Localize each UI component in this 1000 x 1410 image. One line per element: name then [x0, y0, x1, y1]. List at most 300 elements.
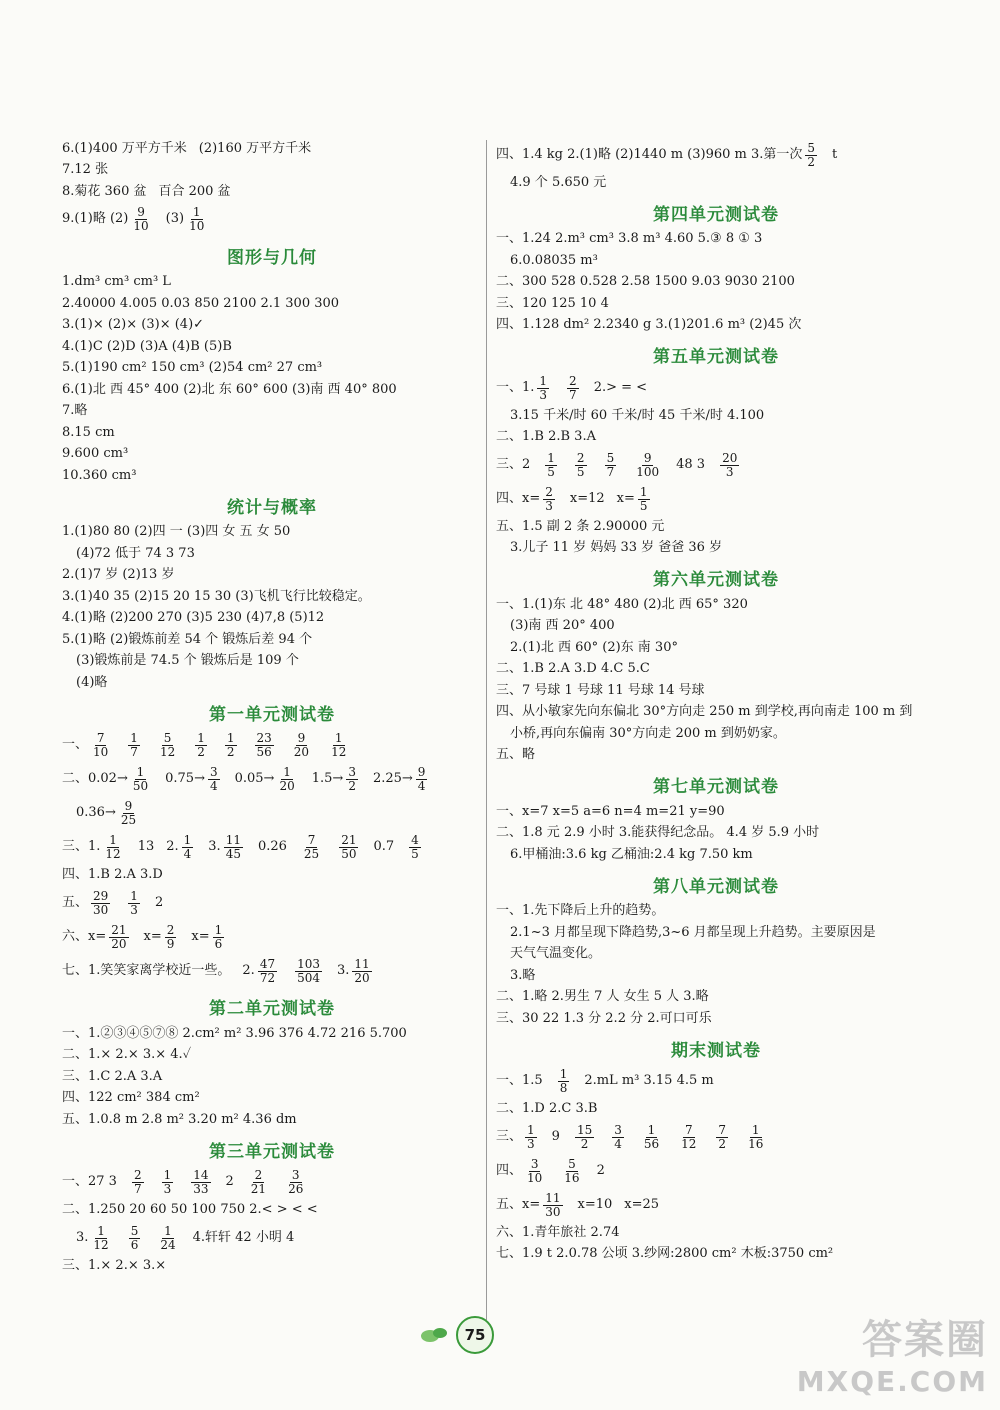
answer-item	[165, 766, 222, 792]
answer-text: 天气气温变化。	[510, 946, 602, 962]
fraction-numerator: 1	[539, 373, 548, 388]
answer-line	[496, 637, 936, 659]
answer-line	[62, 1088, 482, 1110]
answer-text: 9.600 cm³	[62, 446, 129, 462]
fraction-numerator: 7	[307, 833, 316, 848]
fraction-numerator: 23	[256, 731, 272, 746]
answer-line	[496, 1008, 936, 1030]
fraction-numerator: 1	[639, 484, 648, 499]
answer-item	[578, 1197, 613, 1213]
answer-line	[496, 315, 936, 337]
answer-item	[191, 924, 227, 950]
fraction	[720, 452, 739, 478]
answer-line	[496, 844, 936, 866]
fraction	[103, 834, 122, 860]
answer-item	[62, 963, 230, 979]
answer-item	[62, 732, 113, 758]
answer-item	[510, 640, 678, 656]
answer-text: 五、1.5 副 2 条 2.90000 元	[496, 518, 665, 534]
fraction	[567, 375, 579, 401]
answer-text: 三、30 22 1.3 分 2.2 分 2.可口可乐	[496, 1010, 712, 1026]
fraction-denominator: 20	[293, 745, 310, 759]
answer-text: 2.> = <	[593, 379, 648, 395]
fraction	[634, 452, 661, 478]
fraction	[295, 958, 322, 984]
answer-item	[62, 162, 108, 178]
section-heading: 第四单元测试卷	[653, 204, 779, 225]
column-divider	[486, 140, 487, 1320]
answer-item	[496, 1073, 543, 1089]
answer-item	[496, 747, 535, 763]
fraction	[409, 834, 421, 860]
fraction-denominator: 4	[417, 779, 426, 793]
fraction-numerator: 1	[109, 833, 117, 848]
answer-line	[62, 1166, 482, 1200]
answer-text: 1.(1)80 80 (2)四 一 (3)四 女 五 女 50	[62, 524, 291, 540]
fraction-denominator: 20	[111, 936, 127, 951]
answer-line	[496, 229, 936, 251]
answer-text: (4)略	[76, 674, 108, 690]
answer-text: 二、1.250 20 60 50 100 750 2.< > < <	[62, 1202, 318, 1218]
fraction-numerator: 9	[137, 205, 145, 220]
answer-text: 0.05→	[234, 771, 275, 787]
fraction	[91, 732, 110, 758]
fraction-denominator: 5	[639, 498, 648, 513]
answer-line	[62, 160, 482, 182]
answer-line	[62, 379, 482, 401]
answer-text: 一、27 3	[62, 1174, 117, 1190]
answer-text: 6.0.08035 m³	[510, 252, 598, 268]
answer-item	[62, 184, 146, 200]
answer-text: 3.	[208, 839, 221, 855]
answer-item	[62, 339, 232, 355]
fraction-denominator: 7	[130, 745, 138, 759]
answer-text: 2	[154, 894, 164, 910]
fraction-numerator: 5	[130, 1223, 139, 1238]
watermark	[797, 1308, 988, 1398]
answer-line	[62, 315, 482, 337]
fraction-numerator: 3	[209, 765, 218, 780]
answer-item	[242, 958, 280, 984]
fraction	[249, 1169, 268, 1195]
fraction-numerator: 1	[283, 765, 291, 780]
fraction-denominator: 6	[130, 1237, 139, 1252]
fraction-denominator: 7	[569, 387, 577, 402]
answer-text: x=	[191, 928, 210, 944]
answer-item	[496, 486, 558, 512]
section-heading: 第八单元测试卷	[653, 876, 779, 897]
fraction-numerator: 4	[411, 833, 419, 848]
fraction-numerator: 1	[527, 1122, 535, 1137]
fraction-denominator: 3	[130, 902, 138, 917]
fraction	[213, 924, 225, 950]
answer-line	[496, 405, 936, 427]
answer-text: 5.(1)略 (2)锻炼前差 54 个 锻炼后差 94 个	[62, 631, 313, 647]
answer-text: 3.略	[510, 967, 536, 983]
fraction-denominator: 5	[411, 847, 419, 861]
fraction-denominator: 504	[297, 970, 320, 985]
answer-item	[62, 1090, 200, 1106]
answer-line	[496, 293, 936, 315]
answer-item	[246, 1169, 271, 1195]
answer-item	[510, 618, 615, 634]
answer-item	[62, 403, 87, 419]
fraction-denominator: 9	[166, 936, 175, 951]
fraction	[605, 452, 617, 478]
fraction-numerator: 9	[643, 450, 652, 465]
answer-text: 3.(1)× (2)× (3)× (4)✓	[62, 317, 205, 333]
answer-item	[159, 1169, 177, 1195]
fraction	[128, 890, 140, 916]
fraction-denominator: 25	[120, 813, 137, 827]
answer-item	[192, 732, 210, 758]
answer-text: 二、1.8 元 2.9 小时 3.能获得纪念品。 4.4 岁 5.9 小时	[496, 825, 820, 841]
answer-line	[496, 172, 936, 194]
fraction-denominator: 3	[545, 498, 553, 513]
answer-item	[138, 839, 155, 855]
answer-item	[639, 1124, 664, 1150]
answer-line	[496, 371, 936, 405]
leaf-decoration-icon	[420, 1324, 450, 1346]
fraction-denominator: 100	[636, 464, 660, 479]
answer-item	[496, 1225, 619, 1241]
answer-text: 一、1.5	[496, 1073, 543, 1089]
answer-item	[496, 903, 664, 919]
answer-text: 5.(1)190 cm² 150 cm³ (2)54 cm² 27 cm³	[62, 360, 323, 376]
fraction-denominator: 2	[718, 1136, 727, 1151]
answer-text: (3)锻炼前是 74.5 个 锻炼后是 109 个	[76, 653, 299, 669]
answer-line	[62, 465, 482, 487]
answer-text: 0.26	[257, 839, 287, 855]
fraction	[346, 766, 358, 792]
fraction-numerator: 5	[606, 450, 615, 465]
answer-text: 小桥,再向东偏南 30°方向走 200 m 到奶奶家。	[510, 725, 786, 741]
answer-text: 一、x=7 x=5 a=6 n=4 m=21 y=90	[496, 803, 725, 819]
answer-line	[62, 336, 482, 358]
fraction-numerator: 1	[547, 450, 555, 465]
fraction	[339, 834, 358, 860]
fraction-denominator: 20	[279, 779, 295, 793]
fraction	[128, 732, 140, 758]
answer-line	[496, 680, 936, 702]
fraction	[562, 1158, 581, 1184]
fraction	[525, 1158, 544, 1184]
answer-item	[158, 184, 230, 200]
answer-item	[496, 597, 748, 613]
fraction-numerator: 2	[569, 373, 577, 388]
answer-text: 4.(1)C (2)D (3)A (4)B (5)B	[62, 338, 232, 354]
answer-line	[496, 965, 936, 987]
answer-item	[743, 1124, 768, 1150]
fraction	[679, 1124, 698, 1150]
answer-item	[496, 231, 762, 247]
fraction	[575, 1124, 594, 1150]
answer-item	[62, 446, 128, 462]
answer-text: 2.(1)7 岁 (2)13 岁	[62, 567, 175, 583]
fraction-denominator: 50	[132, 779, 149, 793]
answer-text: 七、1.笑笑家离学校近一些。	[62, 962, 231, 978]
section-heading: 第二单元测试卷	[209, 999, 335, 1019]
answer-line	[496, 448, 936, 482]
answer-text: x=	[143, 928, 162, 944]
answer-text: 三、1.	[62, 839, 101, 855]
fraction-denominator: 2	[807, 154, 816, 169]
answer-item	[62, 1174, 117, 1190]
answer-line	[496, 922, 936, 944]
answer-text: 7.略	[62, 403, 88, 419]
answer-item	[717, 452, 742, 478]
fraction-denominator: 3	[725, 464, 734, 479]
fraction-denominator: 7	[606, 464, 615, 479]
answer-item	[62, 317, 204, 333]
answer-text: 3.15 千米/时 60 千米/时 45 千米/时 4.100	[510, 407, 765, 423]
answer-line	[496, 723, 936, 745]
answer-item	[496, 683, 705, 699]
answer-item	[337, 958, 375, 984]
answer-text: 五、略	[496, 747, 536, 763]
fraction-denominator: 12	[331, 745, 347, 759]
answer-item	[676, 1124, 701, 1150]
fraction-numerator: 3	[348, 765, 356, 780]
fraction-numerator: 47	[259, 956, 276, 971]
fraction	[109, 924, 128, 950]
fraction-denominator: 10	[189, 219, 205, 233]
fraction	[525, 1124, 537, 1150]
answer-item	[373, 766, 430, 792]
answer-item	[496, 1101, 597, 1117]
answer-text: 4.(1)略 (2)200 270 (3)5 230 (4)7,8 (5)12	[62, 610, 325, 626]
fraction-numerator: 9	[297, 731, 306, 746]
fraction-numerator: 2	[133, 1168, 142, 1183]
answer-item	[597, 1163, 605, 1179]
fraction-numerator: 21	[341, 833, 357, 848]
answer-line	[62, 629, 482, 651]
answer-item	[496, 1246, 833, 1262]
answer-item	[76, 800, 141, 826]
fraction-numerator: 11	[225, 833, 241, 848]
answer-item	[496, 142, 820, 168]
answer-item	[62, 141, 187, 157]
section-heading: 第七单元测试卷	[653, 777, 779, 797]
answer-line	[62, 672, 482, 694]
fraction-denominator: 2	[580, 1136, 589, 1151]
answer-text: 13	[137, 839, 155, 855]
section-heading: 第三单元测试卷	[209, 1141, 335, 1162]
answer-line	[62, 586, 482, 608]
answer-line	[62, 522, 482, 544]
answer-line	[62, 181, 482, 203]
fraction-denominator: 4	[614, 1136, 622, 1151]
fraction-numerator: 11	[354, 956, 370, 971]
answer-item	[496, 1192, 566, 1218]
answer-item	[336, 834, 361, 860]
answer-line	[496, 801, 936, 823]
fraction	[182, 834, 194, 860]
answer-text: 四、1.B 2.A 3.D	[62, 867, 163, 883]
fraction	[165, 924, 177, 950]
answer-text: 四、1.4 kg 2.(1)略 (2)1440 m (3)960 m 3.第一次	[496, 146, 803, 162]
answer-line	[62, 444, 482, 466]
answer-item	[144, 924, 180, 950]
fraction	[131, 206, 150, 232]
answer-text: (3)南 西 20° 400	[510, 618, 615, 634]
answer-text: 0.36→	[76, 805, 116, 821]
fraction-denominator: 2	[197, 745, 205, 759]
fraction	[329, 732, 348, 758]
fraction	[352, 958, 371, 984]
answer-line	[62, 138, 482, 160]
answer-item	[713, 1124, 731, 1150]
answer-text: 一、1.(1)东 北 48° 480 (2)北 西 65° 320	[496, 596, 748, 612]
answer-item	[510, 408, 764, 424]
answer-text: 四、x=	[496, 490, 541, 506]
answer-text: 六、x=	[62, 928, 107, 944]
answer-item	[496, 1011, 712, 1027]
answer-item	[62, 610, 324, 626]
answer-item	[572, 452, 590, 478]
fraction-numerator: 7	[718, 1122, 727, 1137]
answer-line	[496, 702, 936, 724]
answer-item	[166, 206, 210, 232]
answer-line	[62, 1221, 482, 1255]
answer-line	[62, 608, 482, 630]
answer-item	[62, 274, 171, 290]
answer-item	[552, 1129, 560, 1145]
fraction-denominator: 26	[288, 1182, 304, 1196]
answer-line	[496, 272, 936, 294]
fraction-denominator: 16	[564, 1170, 580, 1185]
answer-line	[496, 1099, 936, 1121]
answer-item	[62, 1026, 407, 1042]
answer-line	[496, 901, 936, 923]
answer-text: 4.轩轩 42 小明 4	[192, 1229, 295, 1245]
answer-item	[832, 147, 837, 163]
answer-item	[555, 1068, 573, 1094]
answer-line	[62, 886, 482, 920]
fraction-denominator: 5	[547, 464, 555, 479]
section-heading: 第六单元测试卷	[653, 570, 779, 590]
fraction-denominator: 3	[163, 1182, 172, 1196]
fraction	[638, 486, 650, 512]
answer-text: 8.菊花 360 盆	[62, 183, 147, 199]
answer-text: 一、1.②③④⑤⑦⑧ 2.cm² m² 3.96 376 4.72 216 5.700	[62, 1025, 407, 1041]
fraction-denominator: 4	[183, 847, 192, 861]
fraction	[129, 1225, 141, 1251]
fraction-denominator: 2	[348, 779, 356, 793]
answer-item	[62, 1069, 162, 1085]
answer-line	[496, 516, 936, 538]
answer-item	[406, 834, 424, 860]
answer-line	[62, 401, 482, 423]
answer-text: 五、	[62, 894, 89, 910]
fraction	[545, 452, 557, 478]
answer-item	[222, 732, 240, 758]
answer-item	[62, 567, 174, 583]
fraction	[158, 1225, 177, 1251]
answer-line	[496, 594, 936, 616]
answer-line	[496, 1120, 936, 1154]
answer-line	[496, 482, 936, 516]
answer-line	[62, 954, 482, 988]
answer-item	[166, 834, 196, 860]
answer-text: 6.(1)400 万平方千米	[62, 140, 187, 156]
fraction-denominator: 10	[527, 1170, 543, 1185]
watermark-title: 答案圈	[862, 1317, 988, 1363]
answer-text: 三、2	[496, 456, 531, 472]
fraction-denominator: 24	[160, 1237, 176, 1252]
answer-line	[496, 987, 936, 1009]
answer-text: 三、7 号球 1 号球 11 号球 14 号球	[496, 682, 705, 698]
fraction-denominator: 56	[643, 1136, 660, 1151]
answer-item	[155, 732, 180, 758]
answer-item	[570, 491, 605, 507]
fraction-numerator: 7	[96, 731, 105, 746]
answer-item	[496, 825, 819, 841]
answer-item	[564, 375, 582, 401]
answer-line	[62, 763, 482, 797]
answer-line	[62, 565, 482, 587]
answer-item	[496, 296, 609, 312]
section-heading: 期末测试卷	[671, 1040, 761, 1061]
fraction-denominator: 10	[93, 745, 109, 759]
fraction	[575, 452, 587, 478]
fraction-numerator: 9	[124, 799, 133, 814]
answer-item	[62, 382, 397, 398]
answer-text: 6.甲桶油:3.6 kg 乙桶油:2.4 kg 7.50 km	[510, 846, 753, 862]
fraction-numerator: 5	[163, 731, 172, 746]
fraction-numerator: 1	[164, 1223, 172, 1238]
answer-line	[496, 1154, 936, 1188]
answer-line	[62, 729, 482, 763]
answer-item	[76, 1225, 114, 1251]
answer-text: (2)160 万平方千米	[198, 140, 312, 156]
fraction-numerator: 3	[530, 1156, 539, 1171]
answer-item	[62, 924, 132, 950]
answer-item	[624, 1197, 659, 1213]
answer-item	[62, 425, 115, 441]
fraction-denominator: 12	[681, 1136, 697, 1151]
fraction	[255, 732, 274, 758]
answer-line	[62, 1023, 482, 1045]
answer-line	[496, 1244, 936, 1266]
fraction-denominator: 12	[159, 745, 176, 759]
answer-item	[62, 1258, 166, 1274]
answer-text: 10.360 cm³	[62, 467, 137, 483]
answer-text: 6.(1)北 西 45° 400 (2)北 东 60° 600 (3)南 西 40° 800	[62, 381, 397, 397]
answer-item	[129, 1169, 147, 1195]
answer-text: 一、1.24 2.m³ cm³ 3.8 m³ 4.60 5.③ 8 ① 3	[496, 231, 763, 247]
fraction	[224, 834, 243, 860]
answer-item	[235, 766, 300, 792]
fraction-denominator: 30	[545, 1204, 561, 1219]
fraction-denominator: 45	[225, 847, 241, 861]
fraction-denominator: 2	[226, 745, 235, 759]
answer-line	[62, 1200, 482, 1222]
fraction-numerator: 15	[576, 1122, 593, 1137]
answer-item	[62, 524, 290, 540]
fraction-denominator: 12	[93, 1237, 109, 1252]
fraction	[162, 1169, 174, 1195]
fraction	[195, 732, 207, 758]
fraction-numerator: 1	[214, 922, 223, 937]
fraction-numerator: 1	[130, 888, 138, 903]
answer-item	[542, 452, 560, 478]
answer-text: 3.	[337, 962, 350, 978]
fraction-denominator: 3	[527, 1136, 535, 1151]
answer-item	[602, 452, 620, 478]
answer-text: 2	[596, 1162, 605, 1178]
answer-item	[496, 704, 912, 720]
